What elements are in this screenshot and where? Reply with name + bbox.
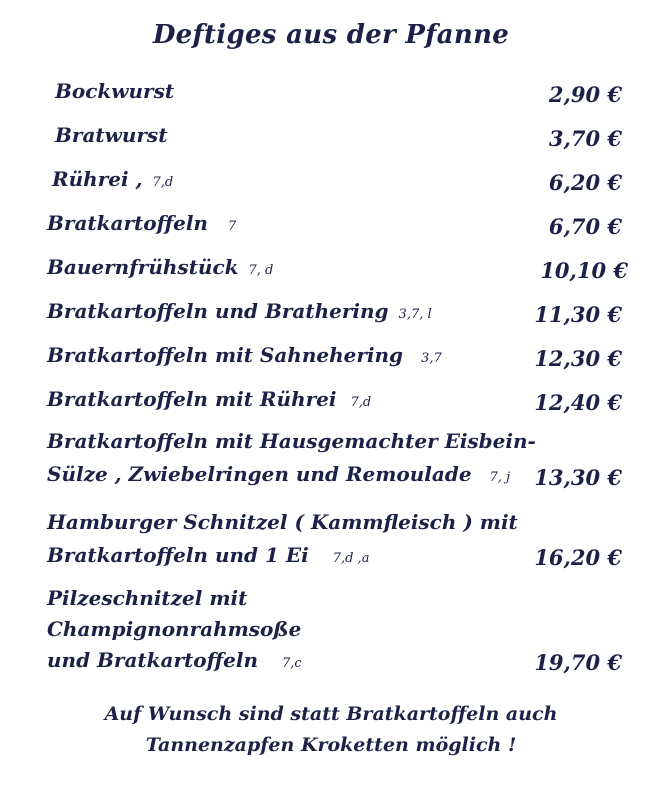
item-name: Bratkartoffeln mit Rührei 7,d — [47, 387, 372, 411]
item-price: 16,20 € — [534, 545, 622, 570]
item-price: 12,40 € — [534, 390, 622, 415]
item-name: Bockwurst — [55, 79, 175, 103]
item-price: 11,30 € — [534, 302, 622, 327]
footer-line: Auf Wunsch sind statt Bratkartoffeln auch — [104, 703, 558, 725]
item-price: 3,70 € — [548, 126, 622, 151]
item-name: Bratkartoffeln und 1 Ei 7,d ,a — [47, 543, 370, 567]
item-name: Rührei , 7,d — [52, 167, 174, 191]
allergen-codes: 3,7, l — [398, 307, 432, 322]
allergen-codes: 7,d — [152, 175, 174, 190]
item-name: Bauernfrühstück 7, d — [47, 255, 274, 279]
item-price: 13,30 € — [534, 465, 622, 490]
allergen-codes: 7, j — [489, 470, 511, 485]
item-name: Bratkartoffeln und Brathering 3,7, l — [47, 299, 432, 323]
footer-note — [0, 699, 662, 761]
allergen-codes: 7,d ,a — [332, 551, 370, 566]
item-price: 10,10 € — [540, 258, 628, 283]
item-name: Hamburger Schnitzel ( Kammfleisch ) mit — [47, 510, 518, 534]
allergen-codes: 7,c — [282, 656, 302, 671]
item-name: Sülze , Zwiebelringen und Remoulade 7, j — [47, 462, 511, 486]
allergen-codes: 7,d — [350, 395, 372, 410]
allergen-codes: 7 — [227, 219, 237, 234]
menu-title: Deftiges aus der Pfanne — [152, 20, 510, 50]
item-price: 6,70 € — [548, 214, 622, 239]
item-name: Bratkartoffeln 7 — [47, 211, 237, 235]
allergen-codes: 7, d — [248, 263, 274, 278]
item-name: Pilzeschnitzel mit — [47, 586, 248, 610]
item-price: 19,70 € — [534, 650, 622, 675]
item-name: Bratkartoffeln mit Sahnehering 3,7 — [47, 343, 442, 367]
item-name: Champignonrahmsoße — [47, 617, 302, 641]
allergen-codes: 3,7 — [421, 351, 442, 366]
item-name: Bratwurst — [55, 123, 168, 147]
item-price: 2,90 € — [548, 82, 622, 107]
item-price: 12,30 € — [534, 346, 622, 371]
item-name: und Bratkartoffeln 7,c — [47, 648, 302, 672]
footer-line: Tannenzapfen Kroketten möglich ! — [145, 734, 517, 756]
item-price: 6,20 € — [548, 170, 622, 195]
item-name: Bratkartoffeln mit Hausgemachter Eisbein- — [47, 429, 536, 453]
